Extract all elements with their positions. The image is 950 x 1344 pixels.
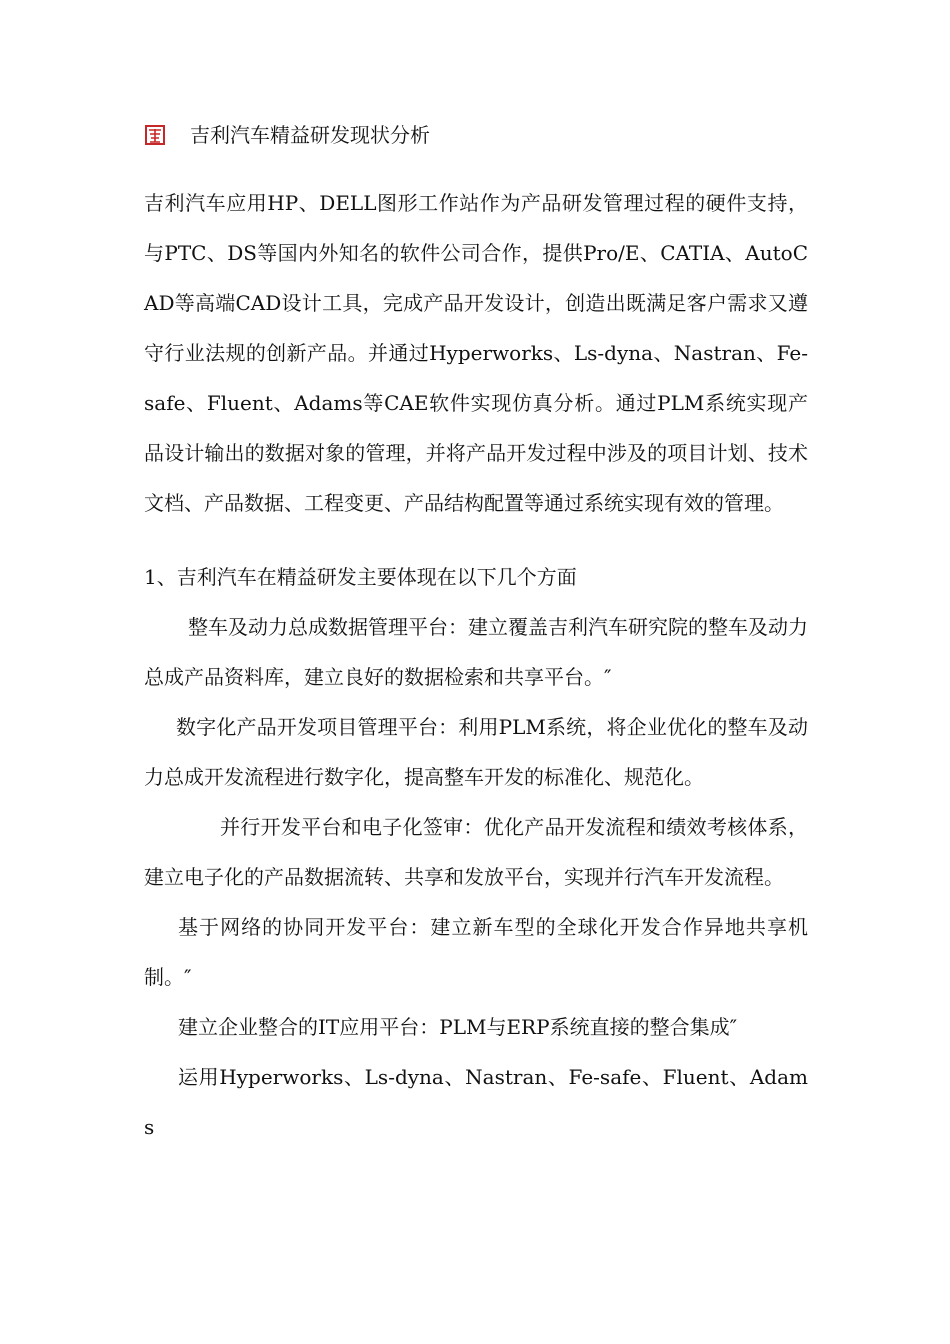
document-title: 吉利汽车精益研发现状分析 — [190, 123, 430, 147]
bullet-paragraph-6: 运用Hyperworks、Ls-dyna、Nastran、Fe-safe、Fluent、Adams — [144, 1065, 808, 1139]
bullet-paragraph-4: 基于网络的协同开发平台：建立新车型的全球化开发合作异地共享机制。″ — [144, 915, 808, 989]
document-content — [144, 116, 808, 1152]
bullet-paragraph-5: 建立企业整合的IT应用平台：PLM与ERP系统直接的整合集成″ — [178, 1015, 738, 1039]
section-heading: 1、吉利汽车在精益研发主要体现在以下几个方面 — [144, 565, 577, 589]
bullet-paragraph-3: 并行开发平台和电子化签审：优化产品开发流程和绩效考核体系，建立电子化的产品数据流转、共享和发放平台，实现并行汽车开发流程。 — [144, 815, 808, 889]
red-stamp-icon — [144, 124, 166, 146]
bullet-paragraph-2: 数字化产品开发项目管理平台：利用PLM系统，将企业优化的整车及动力总成开发流程进行数字化，提高整车开发的标准化、规范化。 — [144, 715, 808, 789]
intro-paragraph: 吉利汽车应用HP、DELL图形工作站作为产品研发管理过程的硬件支持，与PTC、DS等国内外知名的软件公司合作，提供Pro/E、CATIA、AutoCAD等高端CAD设计工具，完成产品开发设计，创造出既满足客户需求又遵守行业法规的创新产品。并通过Hyperworks、Ls-dyna、Nastran、Fe-safe、Fluent、Adams等CAE软件实现仿真分析。通过PLM系统实现产品设计输出的数据对象的管理，并将产品开发过程中涉及的项目计划、技术文档、产品数据、工程变更、产品结构配置等通过系统实现有效的管理。 — [144, 191, 808, 515]
document-title-row — [144, 116, 808, 154]
bullet-paragraph-1: 整车及动力总成数据管理平台：建立覆盖吉利汽车研究院的整车及动力总成产品资料库，建立良好的数据检索和共享平台。″ — [144, 615, 808, 689]
